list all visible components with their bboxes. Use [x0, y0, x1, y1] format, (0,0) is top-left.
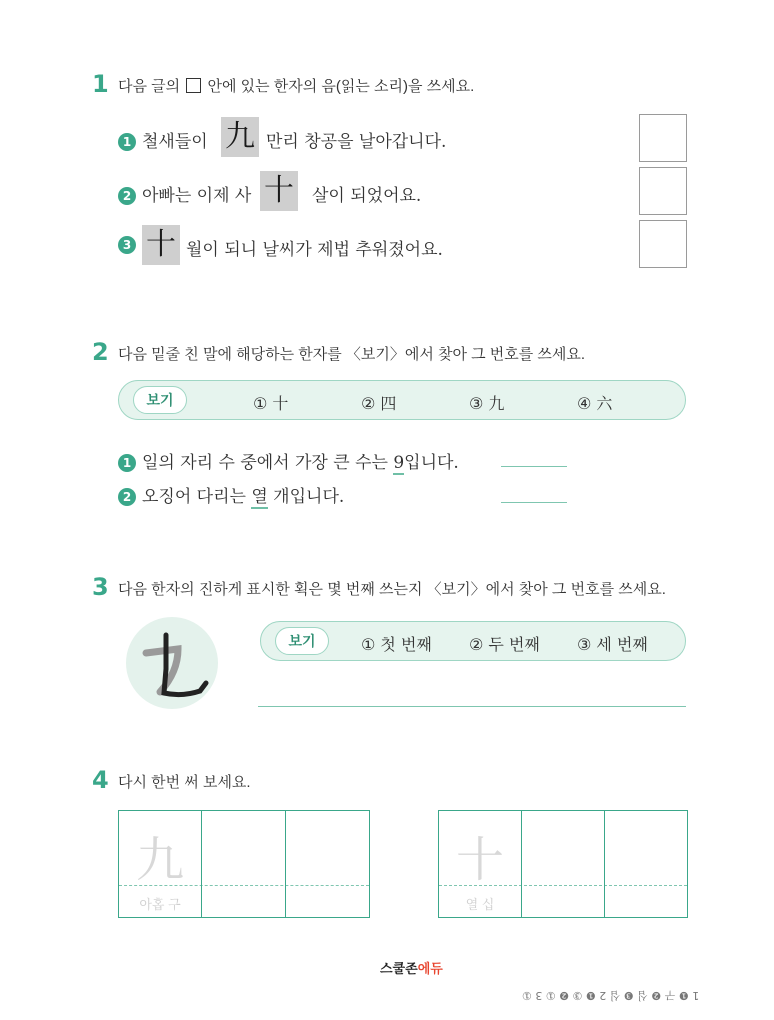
answer-box-2[interactable]: [639, 167, 687, 215]
item-text-post: 입니다.: [404, 453, 459, 473]
trace-hanja: 十: [455, 832, 504, 888]
hanja-highlight: 十: [142, 225, 180, 265]
trace-label: 열 십: [465, 897, 495, 912]
hanja-stroke-figure: [126, 617, 218, 709]
item-text-pre: 오징어 다리는: [142, 487, 252, 507]
grid-divider: [285, 811, 286, 917]
bogi-option-3: ③ 九: [469, 394, 505, 413]
q1-item-3: [118, 235, 142, 255]
answer-line[interactable]: [258, 706, 686, 707]
question-text: 다시 한번 써 보세요.: [118, 774, 251, 791]
question-text: 다음 한자의 진하게 표시한 획은 몇 번째 쓰는지 〈보기〉에서 찾아 그 번호를 쓰세요.: [118, 581, 666, 598]
question-text-post: 안에 있는 한자의 음(읽는 소리)을 쓰세요.: [207, 78, 475, 95]
stroke-2: [164, 635, 206, 695]
underlined-word: 열: [251, 487, 268, 507]
q2-item-1: [118, 448, 459, 473]
underlined-word: 9: [393, 453, 405, 473]
item-badge: 2: [118, 488, 136, 506]
q1-item-2: [118, 181, 251, 206]
grid-divider: [521, 811, 522, 917]
item-text-pre: 철새들이: [142, 132, 208, 152]
item-text-post: 만리 창공을 날아갑니다.: [266, 132, 447, 152]
question-number: 3: [92, 573, 109, 601]
bogi-option-1: ① 첫 번째: [361, 635, 432, 654]
item-text-post: 개입니다.: [267, 487, 345, 507]
bogi-box: [260, 621, 686, 661]
logo-accent: 에듀: [417, 961, 443, 976]
item-text-pre: 일의 자리 수 중에서 가장 큰 수는: [142, 453, 394, 473]
bogi-option-4: ④ 六: [577, 394, 613, 413]
writing-grid-1[interactable]: [118, 810, 370, 918]
answer-line-1[interactable]: [501, 466, 567, 467]
stroke-1-bold: [146, 649, 178, 692]
question-number: 1: [92, 70, 109, 98]
publisher-logo: [380, 958, 443, 977]
bogi-box: [118, 380, 686, 420]
question-number: 2: [92, 338, 109, 366]
answer-key: 1 ❶ 구 ❷ 십 ❸ 십 2 ❶ ③ ❷ ① 3 ①: [522, 989, 700, 1002]
item-badge: 2: [118, 187, 136, 205]
logo-main: 스쿨존: [380, 961, 418, 976]
item-badge: 1: [118, 133, 136, 151]
answer-line-2[interactable]: [501, 502, 567, 503]
q2-item-2: [118, 482, 344, 507]
question-text: 다음 밑줄 친 말에 해당하는 한자를 〈보기〉에서 찾아 그 번호를 쓰세요.: [118, 346, 586, 363]
question-number: 4: [92, 766, 109, 794]
item-badge: 1: [118, 454, 136, 472]
hanja-highlight: 十: [260, 171, 298, 211]
item-text-pre: 아빠는 이제 사: [142, 186, 252, 206]
question-text: [118, 75, 474, 96]
answer-box-1[interactable]: [639, 114, 687, 162]
item-badge: 3: [118, 236, 136, 254]
bogi-label: 보기: [275, 627, 329, 655]
q1-item-1: [118, 127, 208, 152]
item-text-post: 살이 되었어요.: [312, 186, 422, 206]
question-text-pre: 다음 글의: [118, 78, 181, 95]
writing-grid-2[interactable]: [438, 810, 688, 918]
bogi-option-1: ① 十: [253, 394, 289, 413]
item-text-post: 월이 되니 날씨가 제법 추워졌어요.: [186, 240, 443, 260]
trace-hanja: 九: [135, 832, 184, 888]
bogi-option-3: ③ 세 번째: [577, 635, 648, 654]
bogi-label: 보기: [133, 386, 187, 414]
hanja-highlight: 九: [221, 117, 259, 157]
grid-divider: [604, 811, 605, 917]
blank-square-icon: [186, 78, 201, 93]
trace-label: 아홉 구: [139, 897, 181, 912]
answer-box-3[interactable]: [639, 220, 687, 268]
bogi-option-2: ② 四: [361, 394, 397, 413]
grid-divider: [201, 811, 202, 917]
bogi-option-2: ② 두 번째: [469, 635, 540, 654]
